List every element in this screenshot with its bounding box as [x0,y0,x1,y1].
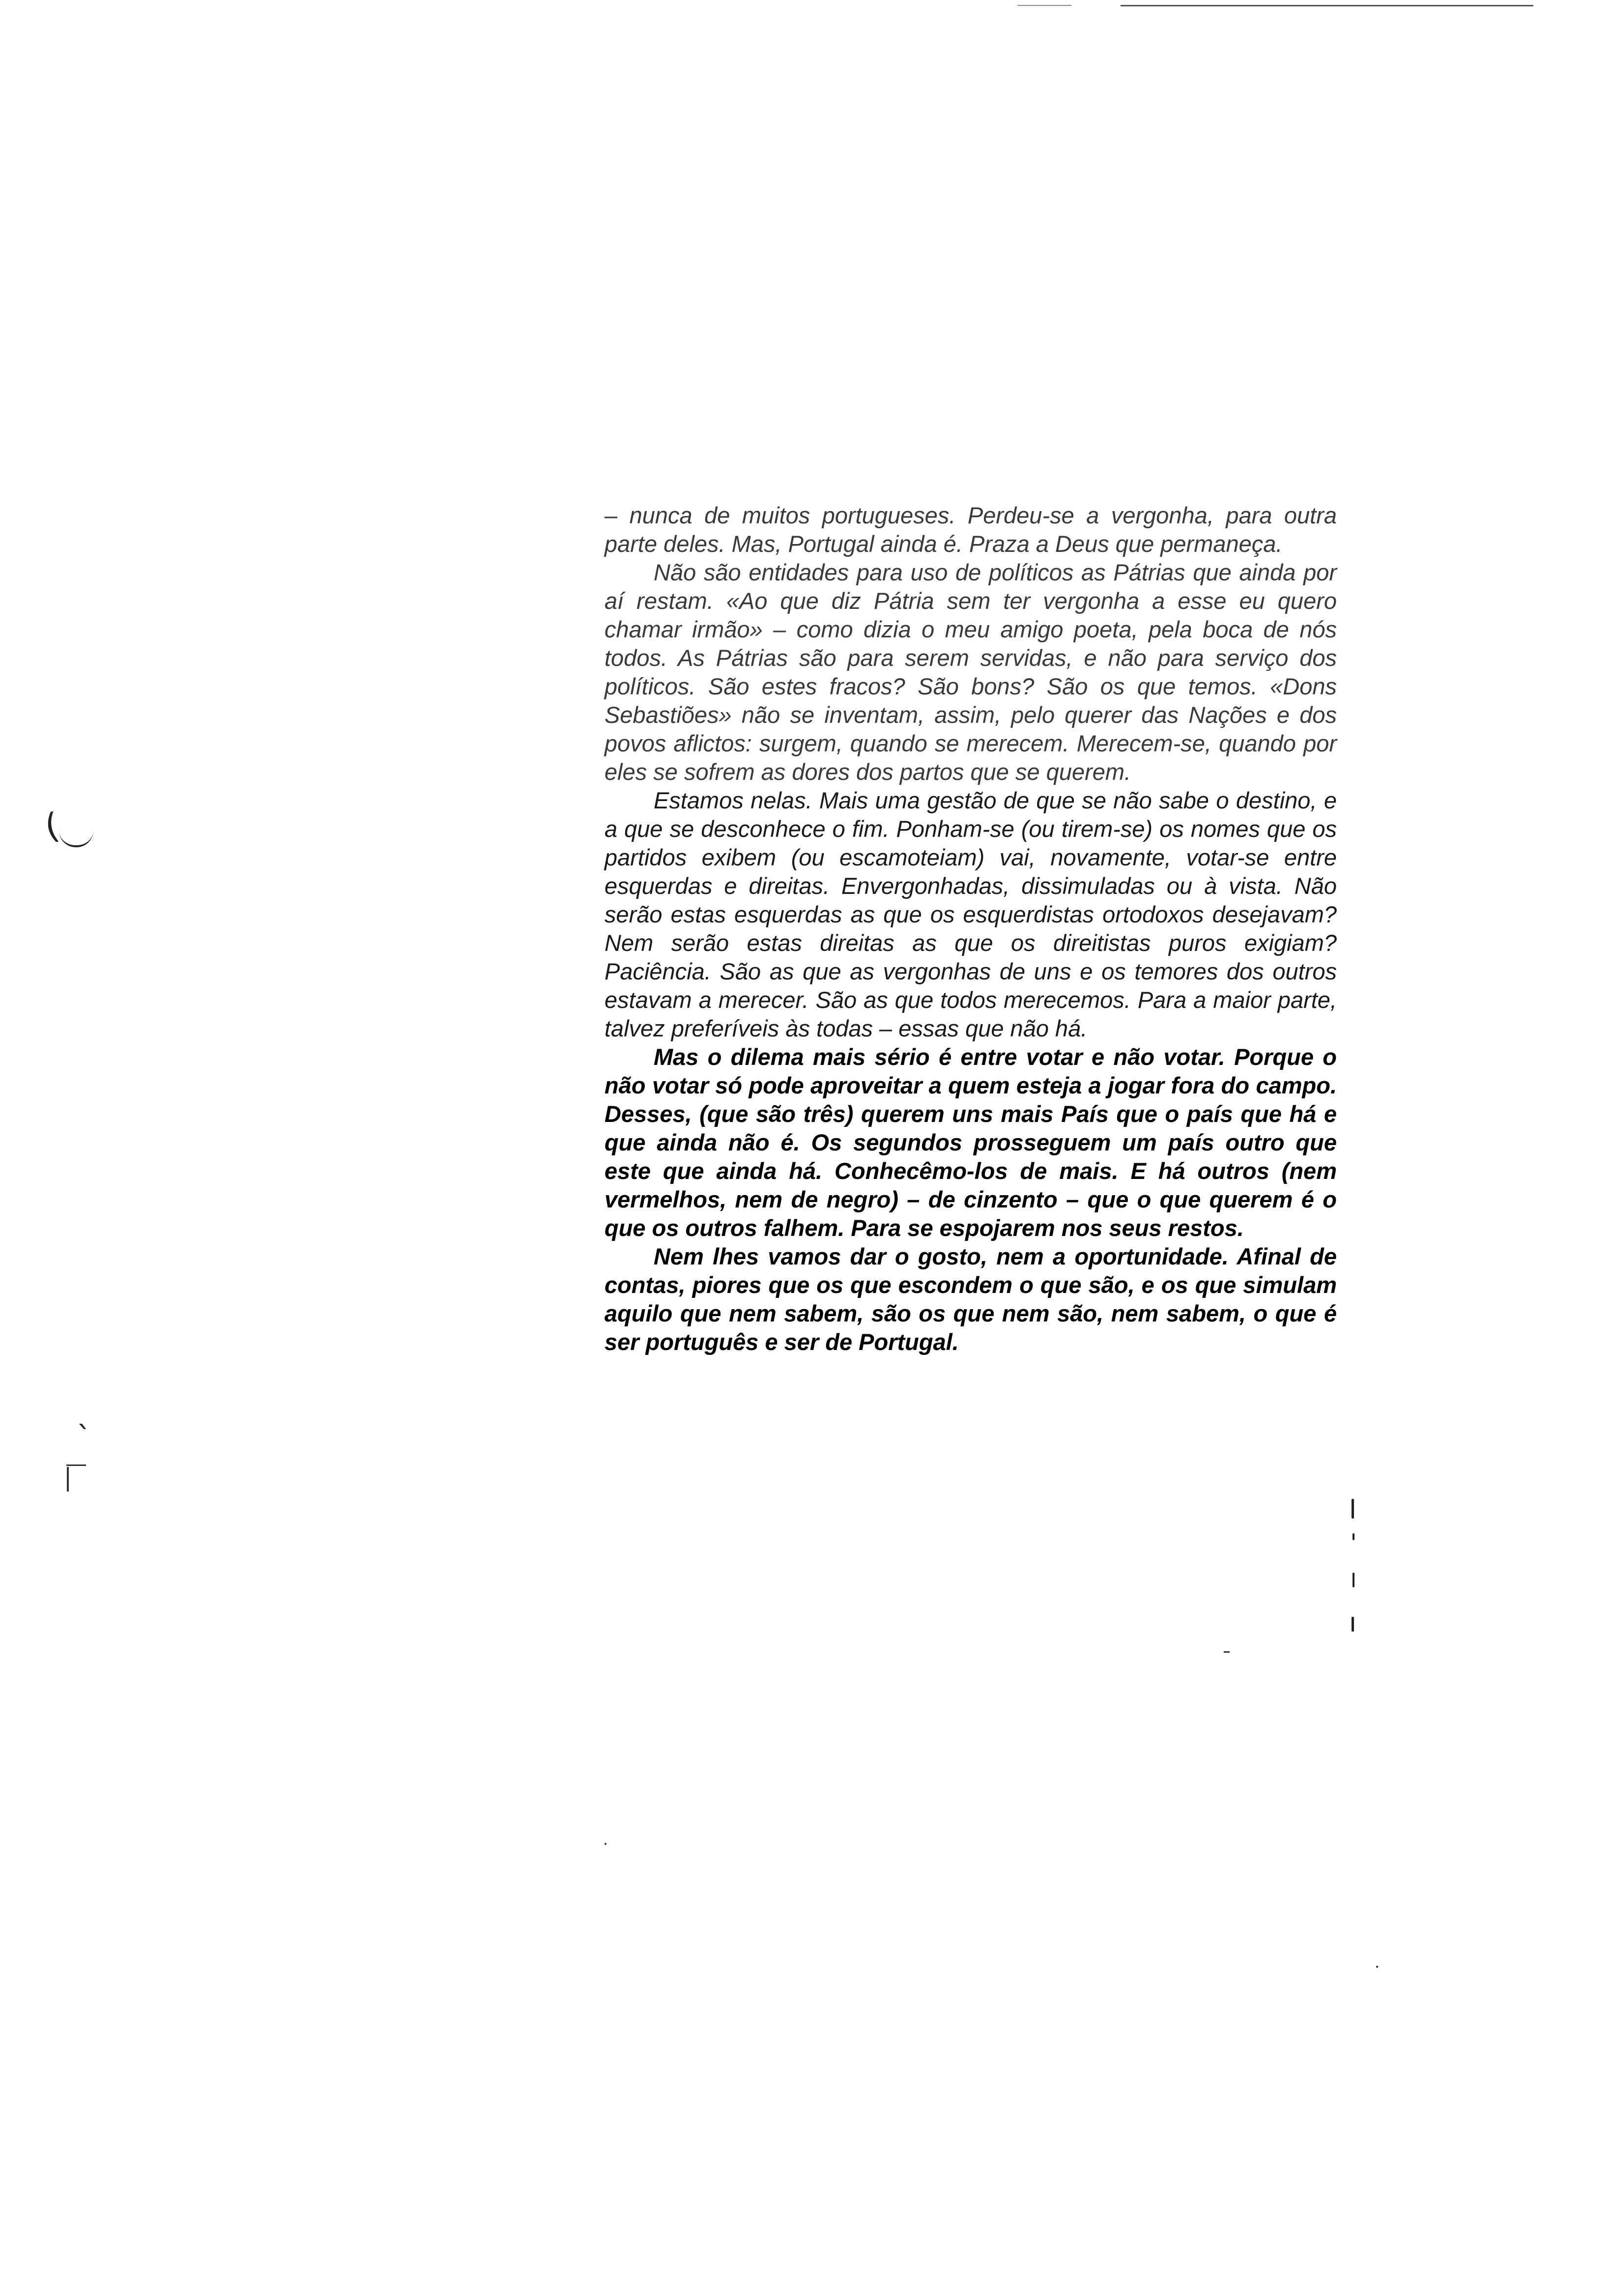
scan-speck [604,1843,606,1845]
scan-speck [1353,1573,1354,1587]
scan-speck [1352,1617,1354,1632]
binding-mark: ( [42,805,62,847]
paragraph-2: Não são entidades para uso de políticos as Pátrias que ainda por aí restam. «Ao que diz Pátria sem ter vergonha a esse eu quero chamar irmão» – como dizia o meu amigo poeta, pela boca de nós todos. As Pátrias são para serem servidas, e não para serviço dos políticos. São estes fracos? São bons? São os que temos. «Dons Sebastiões» não se inventam, assim, pelo querer das Nações e dos povos aflictos: surgem, quando se merecem. Merecem-se, quando por eles se sofrem as dores dos partos que se querem. [604,559,1337,785]
paragraph-3: Estamos nelas. Mais uma gestão de que se não sabe o destino, e a que se desconhece o fim. Ponham-se (ou tirem-se) os nomes que os partidos exibem (ou escamoteiam) vai, novamente, votar-se entre esquerdas e direitas. Envergonhadas, dissimuladas ou à vista. Não serão estas esquerdas as que os esquerdistas ortodoxos desejavam? Nem serão estas direitas as que os direitistas puros exigiam? Paciência. São as que as vergonhas de uns e os temores dos outros estavam a merecer. São as que todos merecemos. Para a maior parte, talvez preferíveis às todas – essas que não há. [604,787,1337,1041]
paragraph-4: Mas o dilema mais sério é entre votar e não votar. Porque o não votar só pode aproveitar a quem esteja a jogar fora do campo. Desses, (que são três) querem uns mais País que o país que há e que ainda não é. Os segundos prosseguem um país outro que este que ainda há. Conhecêmo-los de mais. E há outros (nem vermelhos, nem de negro) – de cinzento – que o que querem é o que os outros falhem. Para se espojarem nos seus restos. [604,1044,1337,1241]
binding-mark [67,1467,69,1492]
scan-speck [1224,1651,1230,1653]
scan-speck [1353,1533,1354,1540]
paragraph-1: – nunca de muitos portugueses. Perdeu-se a vergonha, para outra parte deles. Mas, Portugal ainda é. Praza a Deus que permaneça. [604,502,1337,557]
scan-artifact-line [1017,5,1071,6]
scan-speck [1352,1499,1354,1519]
binding-mark: ` [77,1420,91,1455]
article-body [604,501,1337,1356]
paragraph-5: Nem lhes vamos dar o gosto, nem a oportunidade. Afinal de contas, piores que os que escondem o que são, e os que simulam aquilo que nem sabem, são os que nem são, nem sabem, o que é ser português e ser de Portugal. [604,1243,1337,1355]
scan-speck [1376,1966,1378,1968]
binding-mark [59,831,93,847]
binding-mark [66,1464,86,1466]
scan-artifact-line [1121,5,1533,6]
